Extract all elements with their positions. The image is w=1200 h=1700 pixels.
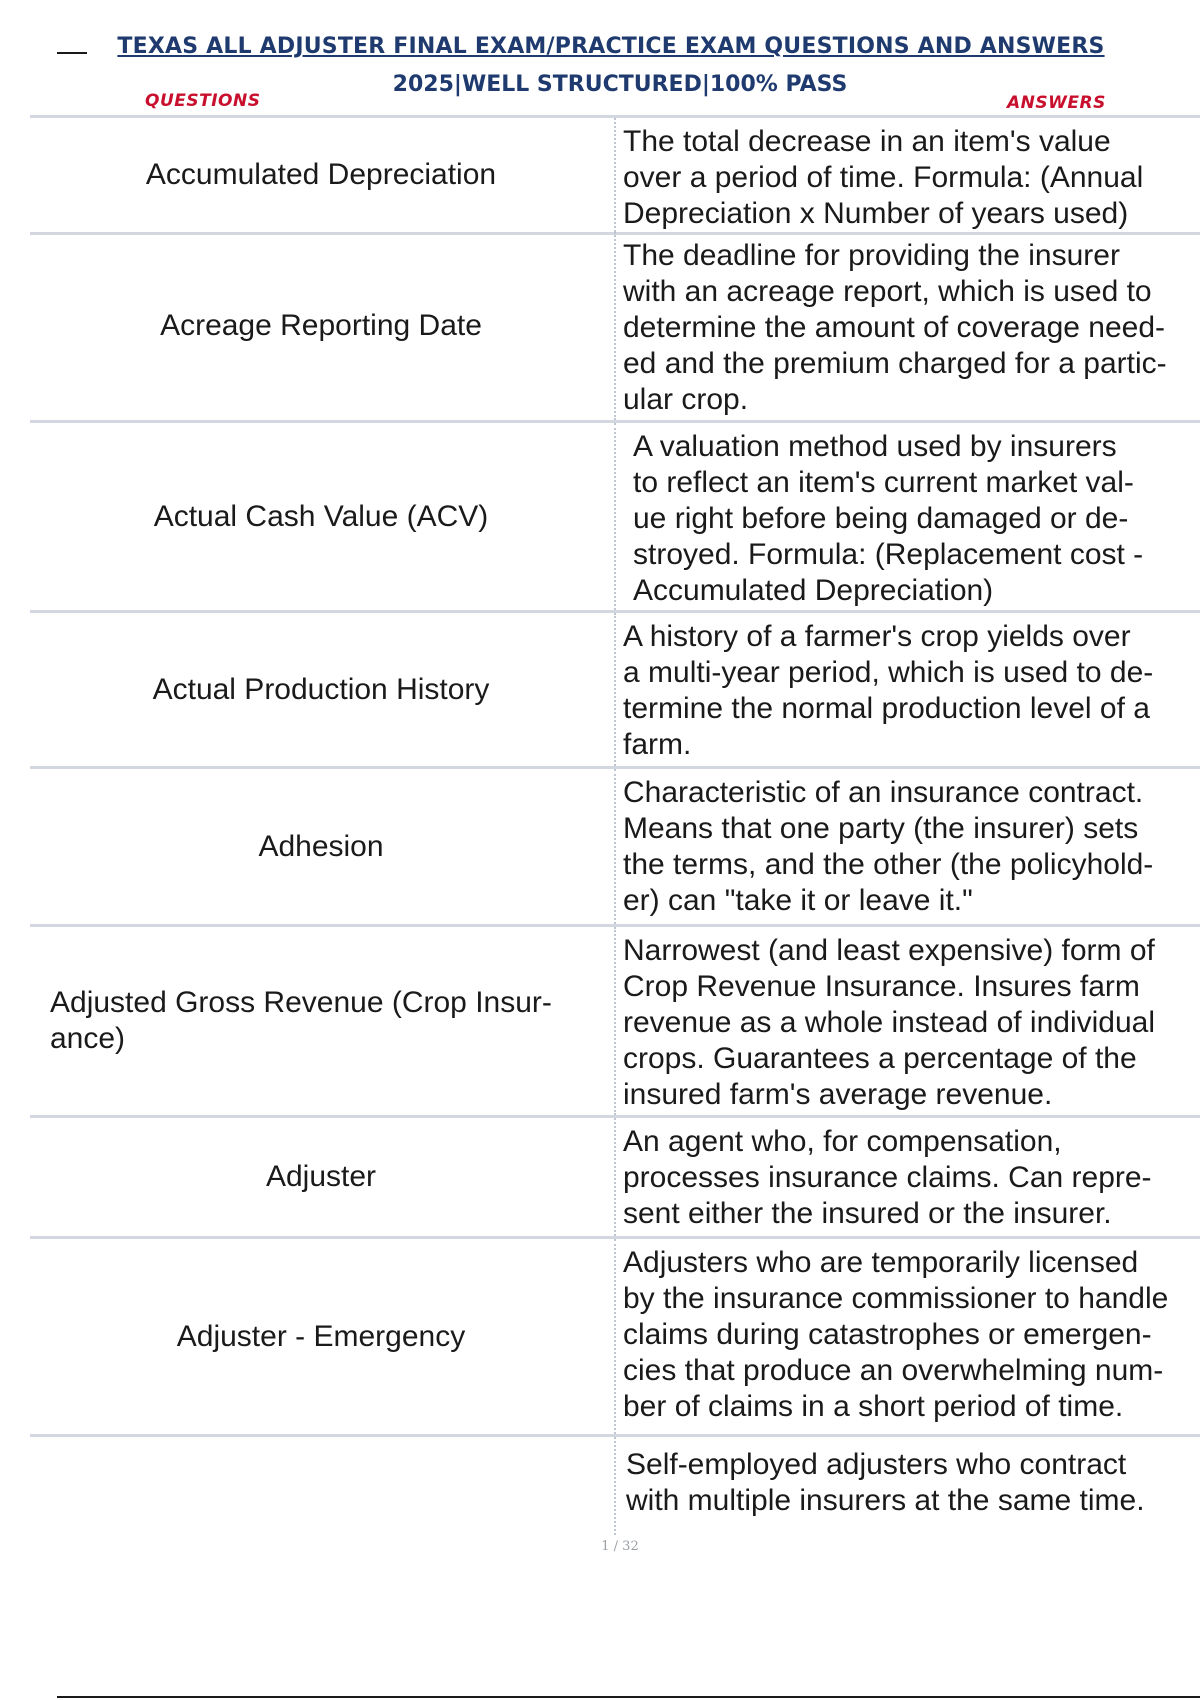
question-term: Acreage Reporting Date xyxy=(160,309,482,342)
answer-definition: The total decrease in an item's value over a period of time. Formula: (Annual Depreciation x Number of years used) xyxy=(614,118,1200,232)
question-term: Actual Production History xyxy=(152,672,490,706)
bottom-rule xyxy=(57,1696,1200,1698)
answer-definition: Narrowest (and least expensive) form of Crop Revenue Insurance. Insures farm revenue as a whole instead of individual crops. Guarantees a percentage of the insured farm's average revenue. xyxy=(614,927,1200,1115)
table-row xyxy=(30,115,1200,235)
table-row xyxy=(30,927,1200,1118)
answer-definition: A history of a farmer's crop yields over a multi-year period, which is used to de- termine the normal production level of a farm. xyxy=(614,613,1200,766)
answer-definition: Adjusters who are temporarily licensed by the insurance commissioner to handle claims during catastrophes or emergen- cies that produce an overwhelming num- ber of claims in a short period of time. xyxy=(614,1239,1200,1434)
answer-definition: The deadline for providing the insurer with an acreage report, which is used to determine the amount of coverage need- ed and the premium charged for a partic- ular crop. xyxy=(614,232,1200,420)
question-term: Accumulated Depreciation xyxy=(145,158,497,191)
question-term: Adhesion xyxy=(258,829,384,863)
answer-definition: Characteristic of an insurance contract. Means that one party (the insurer) sets the terms, and the other (the policyhold- er) can "take it or leave it." xyxy=(614,769,1200,924)
document-subtitle: 2025|WELL STRUCTURED|100% PASS xyxy=(392,72,848,97)
question-term xyxy=(30,1437,612,1535)
answer-definition: An agent who, for compensation, processes insurance claims. Can repre- sent either the insured or the insurer. xyxy=(614,1118,1200,1236)
question-term: Adjusted Gross Revenue (Crop Insur- ance) xyxy=(50,986,552,1055)
table-row xyxy=(30,769,1200,927)
answers-column-header: ANSWERS xyxy=(1007,93,1106,113)
table-row xyxy=(30,423,1200,613)
table-row xyxy=(30,1437,1200,1535)
answer-definition: Self-employed adjusters who contract with multiple insurers at the same time. xyxy=(614,1437,1200,1535)
question-term: Actual Cash Value (ACV) xyxy=(153,499,489,533)
question-term: Adjuster xyxy=(265,1160,377,1193)
page-number: 1 / 32 xyxy=(601,1539,639,1554)
table-row xyxy=(30,613,1200,769)
table-row xyxy=(30,1239,1200,1437)
answer-definition: A valuation method used by insurers to reflect an item's current market val- ue right before being damaged or de- stroyed. Formula: (Replacement cost - Accumulated Depreciation) xyxy=(614,423,1200,610)
table-row xyxy=(30,232,1200,423)
question-term: Adjuster - Emergency xyxy=(176,1319,466,1353)
table-row xyxy=(30,1118,1200,1239)
questions-column-header: QUESTIONS xyxy=(145,91,261,111)
document-title: TEXAS ALL ADJUSTER FINAL EXAM/PRACTICE EXAM QUESTIONS AND ANSWERS xyxy=(117,34,1105,59)
